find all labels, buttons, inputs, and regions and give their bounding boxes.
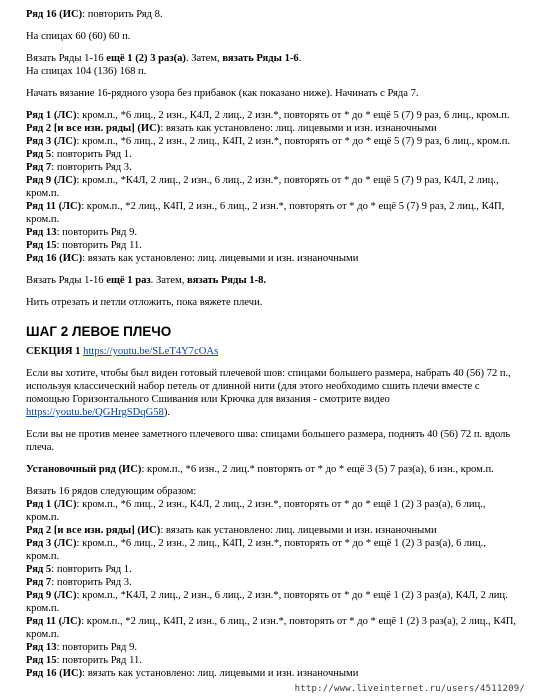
pattern-row: Ряд 5: повторить Ряд 1. (26, 149, 132, 160)
setup-row: Установочный ряд (ИС): кром.п., *6 изн., 2 лиц.* повторять от * до * ещё 3 (5) 7 раз(а), 6 изн., кром.п. (26, 464, 494, 475)
pattern-row: Ряд 7: повторить Ряд 3. (26, 162, 132, 173)
pattern-row: Ряд 15: повторить Ряд 11. (26, 240, 142, 251)
knit-16-rows-text: Вязать 16 рядов следующим образом: (26, 486, 197, 497)
pattern-row: Ряд 5: повторить Ряд 1. (26, 564, 132, 575)
document-page (26, 8, 521, 680)
repeat-once-text: Вязать Ряды 1-16 ещё 1 раз. Затем, вязать Ряды 1-8. (26, 275, 267, 286)
less-visible-seam-paragraph: Если вы не против менее заметного плечевого шва: спицами большего размера, поднять 40 (56) 72 п. вдоль плеча. (26, 429, 511, 453)
pattern-row: Ряд 3 (ЛС): кром.п., *6 лиц., 2 изн., 2 лиц., К4П, 2 изн.*, повторять от * до * ещё 1 (2) 3 раз(а), 6 лиц., кром.п. (26, 538, 486, 562)
pattern-row: Ряд 16 (ИС): вязать как установлено: лиц. лицевыми и изн. изнаночными (26, 668, 359, 679)
pattern-row: Ряд 1 (ЛС): кром.п., *6 лиц., 2 изн., К4Л, 2 лиц., 2 изн.*, повторять от * до * ещё 1 (2) 3 раз(а), 6 лиц., кром.п. (26, 499, 486, 523)
pattern-row: Ряд 9 (ЛС): кром.п., *К4Л, 2 лиц., 2 изн., 6 лиц., 2 изн.*, повторять от * до * ещё 5 (7) 9 раз, К4Л, 2 лиц., кром.п. (26, 175, 499, 199)
seam-video-link[interactable]: https://youtu.be/QGHrgSDqG58 (26, 407, 164, 418)
pattern-row: Ряд 2 [и все изн. ряды] (ИС): вязать как установлено: лиц. лицевыми и изн. изнаночными (26, 525, 437, 536)
pattern-rows-1 (26, 109, 521, 265)
pattern-row: Ряд 7: повторить Ряд 3. (26, 577, 132, 588)
pattern-rows-2 (26, 498, 521, 680)
pattern-row: Ряд 2 [и все изн. ряды] (ИС): вязать как установлено: лиц. лицевыми и изн. изнаночными (26, 123, 437, 134)
stitch-count-104: На спицах 104 (136) 168 п. (26, 66, 147, 77)
step-2-heading: ШАГ 2 ЛЕВОЕ ПЛЕЧО (26, 324, 172, 339)
visible-seam-paragraph: Если вы хотите, чтобы был виден готовый плечевой шов: спицами большего размера, набрать 40 (56) 72 п., используя классический набор петель от длинной нити (для этого необходимо сшить плечи вместе с помощью Горизонтального Сшивания или Крючка для вязания - смотрите видео https://youtu.be/QGHrgSDqG58). (26, 368, 511, 418)
pattern-row: Ряд 16 (ИС): вязать как установлено: лиц. лицевыми и изн. изнаночными (26, 253, 359, 264)
pattern-row: Ряд 11 (ЛС): кром.п., *2 лиц., К4П, 2 изн., 6 лиц., 2 изн.*, повторять от * до * ещё 1 (2) 3 раз(а), 2 лиц., К4П, кром.п. (26, 616, 517, 640)
pattern-row: Ряд 11 (ЛС): кром.п., *2 лиц., К4П, 2 изн., 6 лиц., 2 изн.*, повторять от * до * ещё 5 (7) 9 раз, 2 лиц., К4П, кром.п. (26, 201, 505, 225)
pattern-row: Ряд 15: повторить Ряд 11. (26, 655, 142, 666)
row-16-repeat-8: Ряд 16 (ИС): повторить Ряд 8. (26, 9, 163, 20)
pattern-row: Ряд 13: повторить Ряд 9. (26, 227, 138, 238)
stitch-count-60: На спицах 60 (60) 60 п. (26, 31, 131, 42)
pattern-row: Ряд 1 (ЛС): кром.п., *6 лиц., 2 изн., К4Л, 2 лиц., 2 изн.*, повторять от * до * ещё 5 (7) 9 раз, 6 лиц., кром.п. (26, 110, 510, 121)
repeat-instruction: Вязать Ряды 1-16 ещё 1 (2) 3 раз(а). Затем, вязать Ряды 1-6. (26, 53, 302, 64)
pattern-row: Ряд 3 (ЛС): кром.п., *6 лиц., 2 изн., 2 лиц., К4П, 2 изн.*, повторять от * до * ещё 5 (7) 9 раз, 6 лиц., кром.п. (26, 136, 511, 147)
watermark-url: http://www.liveinternet.ru/users/4511209/ (294, 684, 525, 694)
cut-yarn-text: Нить отрезать и петли отложить, пока вяжете плечи. (26, 297, 263, 308)
pattern-row: Ряд 13: повторить Ряд 9. (26, 642, 138, 653)
start-pattern-text: Начать вязание 16-рядного узора без прибавок (как показано ниже). Начинать с Ряда 7. (26, 88, 419, 99)
section-video-link[interactable]: https://youtu.be/SLeT4Y7cOAs (83, 346, 219, 357)
pattern-row: Ряд 9 (ЛС): кром.п., *К4Л, 2 лиц., 2 изн., 6 лиц., 2 изн.*, повторять от * до * ещё 1 (2) 3 раз(а), К4Л, 2 лиц. кром.п. (26, 590, 508, 614)
section-1-line: СЕКЦИЯ 1 https://youtu.be/SLeT4Y7cOAs (26, 346, 219, 357)
